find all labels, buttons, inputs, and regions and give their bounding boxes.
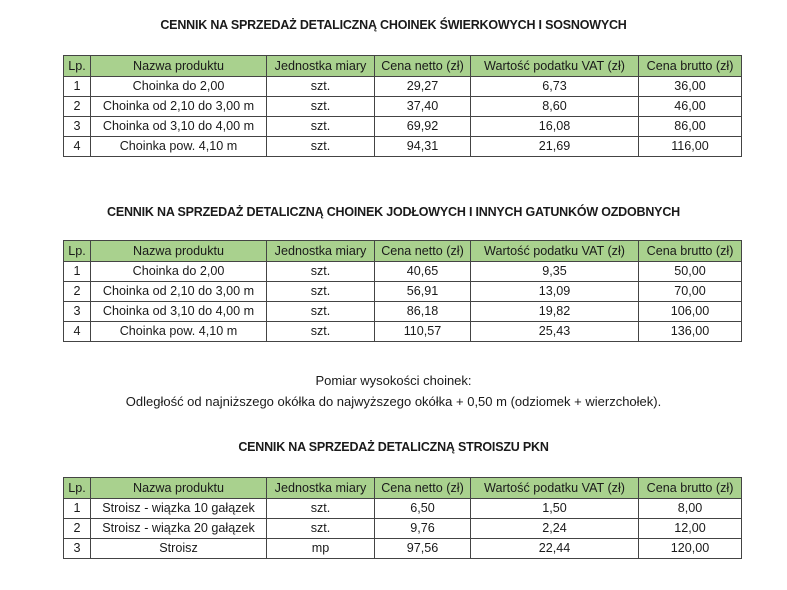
table-row xyxy=(64,262,742,282)
cell-product-name: Choinka od 3,10 do 4,00 m xyxy=(91,117,267,137)
cell-gross-price: 70,00 xyxy=(639,282,742,302)
table-row xyxy=(64,97,742,117)
table-row xyxy=(64,539,742,559)
cell-gross-price: 36,00 xyxy=(639,77,742,97)
cell-gross-price: 50,00 xyxy=(639,262,742,282)
price-table-spruce-pine xyxy=(63,55,742,157)
cell-net-price: 6,50 xyxy=(375,499,471,519)
cell-vat: 2,24 xyxy=(471,519,639,539)
cell-unit: szt. xyxy=(267,137,375,157)
cell-gross-price: 86,00 xyxy=(639,117,742,137)
table-row xyxy=(64,77,742,97)
cell-vat: 1,50 xyxy=(471,499,639,519)
cell-lp: 4 xyxy=(64,137,91,157)
cell-gross-price: 8,00 xyxy=(639,499,742,519)
cell-net-price: 40,65 xyxy=(375,262,471,282)
header-gross-price: Cena brutto (zł) xyxy=(639,478,742,499)
table-row xyxy=(64,137,742,157)
table-header-row xyxy=(64,241,742,262)
cell-product-name: Choinka do 2,00 xyxy=(91,262,267,282)
cell-gross-price: 46,00 xyxy=(639,97,742,117)
cell-net-price: 110,57 xyxy=(375,322,471,342)
cell-net-price: 86,18 xyxy=(375,302,471,322)
section1-title: CENNIK NA SPRZEDAŻ DETALICZNĄ CHOINEK ŚWIERKOWYCH I SOSNOWYCH xyxy=(160,18,627,32)
price-table-fir-ornamental xyxy=(63,240,742,342)
header-product-name: Nazwa produktu xyxy=(91,56,267,77)
cell-product-name: Stroisz xyxy=(91,539,267,559)
table-row xyxy=(64,282,742,302)
header-unit: Jednostka miary xyxy=(267,241,375,262)
cell-lp: 2 xyxy=(64,97,91,117)
cell-lp: 1 xyxy=(64,262,91,282)
table-row xyxy=(64,302,742,322)
table-row xyxy=(64,499,742,519)
cell-product-name: Choinka pow. 4,10 m xyxy=(91,322,267,342)
cell-unit: szt. xyxy=(267,117,375,137)
cell-vat: 8,60 xyxy=(471,97,639,117)
section3-title: CENNIK NA SPRZEDAŻ DETALICZNĄ STROISZU PKN xyxy=(238,440,549,454)
cell-product-name: Choinka od 3,10 do 4,00 m xyxy=(91,302,267,322)
cell-net-price: 9,76 xyxy=(375,519,471,539)
table-header-row xyxy=(64,56,742,77)
table-header-row xyxy=(64,478,742,499)
cell-unit: szt. xyxy=(267,519,375,539)
cell-unit: szt. xyxy=(267,282,375,302)
cell-lp: 1 xyxy=(64,499,91,519)
cell-unit: szt. xyxy=(267,302,375,322)
cell-unit: szt. xyxy=(267,97,375,117)
note-text: Odległość od najniższego okółka do najwyższego okółka + 0,50 m (odziomek + wierzchołek). xyxy=(125,394,662,409)
header-lp: Lp. xyxy=(64,56,91,77)
cell-net-price: 94,31 xyxy=(375,137,471,157)
cell-lp: 4 xyxy=(64,322,91,342)
cell-unit: szt. xyxy=(267,262,375,282)
cell-product-name: Choinka pow. 4,10 m xyxy=(91,137,267,157)
cell-unit: mp xyxy=(267,539,375,559)
cell-gross-price: 136,00 xyxy=(639,322,742,342)
cell-product-name: Choinka do 2,00 xyxy=(91,77,267,97)
cell-gross-price: 116,00 xyxy=(639,137,742,157)
header-unit: Jednostka miary xyxy=(267,478,375,499)
header-vat: Wartość podatku VAT (zł) xyxy=(471,56,639,77)
cell-unit: szt. xyxy=(267,77,375,97)
header-product-name: Nazwa produktu xyxy=(91,478,267,499)
header-product-name: Nazwa produktu xyxy=(91,241,267,262)
cell-vat: 21,69 xyxy=(471,137,639,157)
cell-vat: 16,08 xyxy=(471,117,639,137)
cell-vat: 19,82 xyxy=(471,302,639,322)
cell-gross-price: 106,00 xyxy=(639,302,742,322)
cell-gross-price: 120,00 xyxy=(639,539,742,559)
section2-title: CENNIK NA SPRZEDAŻ DETALICZNĄ CHOINEK JODŁOWYCH I INNYCH GATUNKÓW OZDOBNYCH xyxy=(107,205,680,219)
cell-net-price: 69,92 xyxy=(375,117,471,137)
header-vat: Wartość podatku VAT (zł) xyxy=(471,478,639,499)
header-gross-price: Cena brutto (zł) xyxy=(639,56,742,77)
header-unit: Jednostka miary xyxy=(267,56,375,77)
table-row xyxy=(64,117,742,137)
header-net-price: Cena netto (zł) xyxy=(375,56,471,77)
cell-net-price: 37,40 xyxy=(375,97,471,117)
cell-vat: 13,09 xyxy=(471,282,639,302)
cell-vat: 6,73 xyxy=(471,77,639,97)
cell-vat: 9,35 xyxy=(471,262,639,282)
cell-unit: szt. xyxy=(267,499,375,519)
cell-vat: 22,44 xyxy=(471,539,639,559)
cell-net-price: 56,91 xyxy=(375,282,471,302)
cell-gross-price: 12,00 xyxy=(639,519,742,539)
header-vat: Wartość podatku VAT (zł) xyxy=(471,241,639,262)
cell-unit: szt. xyxy=(267,322,375,342)
price-table-stroisz xyxy=(63,477,742,559)
cell-product-name: Stroisz - wiązka 10 gałązek xyxy=(91,499,267,519)
header-net-price: Cena netto (zł) xyxy=(375,241,471,262)
table-row xyxy=(64,519,742,539)
header-net-price: Cena netto (zł) xyxy=(375,478,471,499)
header-lp: Lp. xyxy=(64,241,91,262)
cell-net-price: 29,27 xyxy=(375,77,471,97)
cell-lp: 3 xyxy=(64,302,91,322)
header-gross-price: Cena brutto (zł) xyxy=(639,241,742,262)
table-row xyxy=(64,322,742,342)
cell-lp: 2 xyxy=(64,282,91,302)
cell-lp: 3 xyxy=(64,117,91,137)
cell-lp: 2 xyxy=(64,519,91,539)
note-heading: Pomiar wysokości choinek: xyxy=(315,373,472,388)
cell-product-name: Choinka od 2,10 do 3,00 m xyxy=(91,97,267,117)
cell-lp: 1 xyxy=(64,77,91,97)
cell-lp: 3 xyxy=(64,539,91,559)
cell-vat: 25,43 xyxy=(471,322,639,342)
cell-net-price: 97,56 xyxy=(375,539,471,559)
header-lp: Lp. xyxy=(64,478,91,499)
cell-product-name: Stroisz - wiązka 20 gałązek xyxy=(91,519,267,539)
cell-product-name: Choinka od 2,10 do 3,00 m xyxy=(91,282,267,302)
